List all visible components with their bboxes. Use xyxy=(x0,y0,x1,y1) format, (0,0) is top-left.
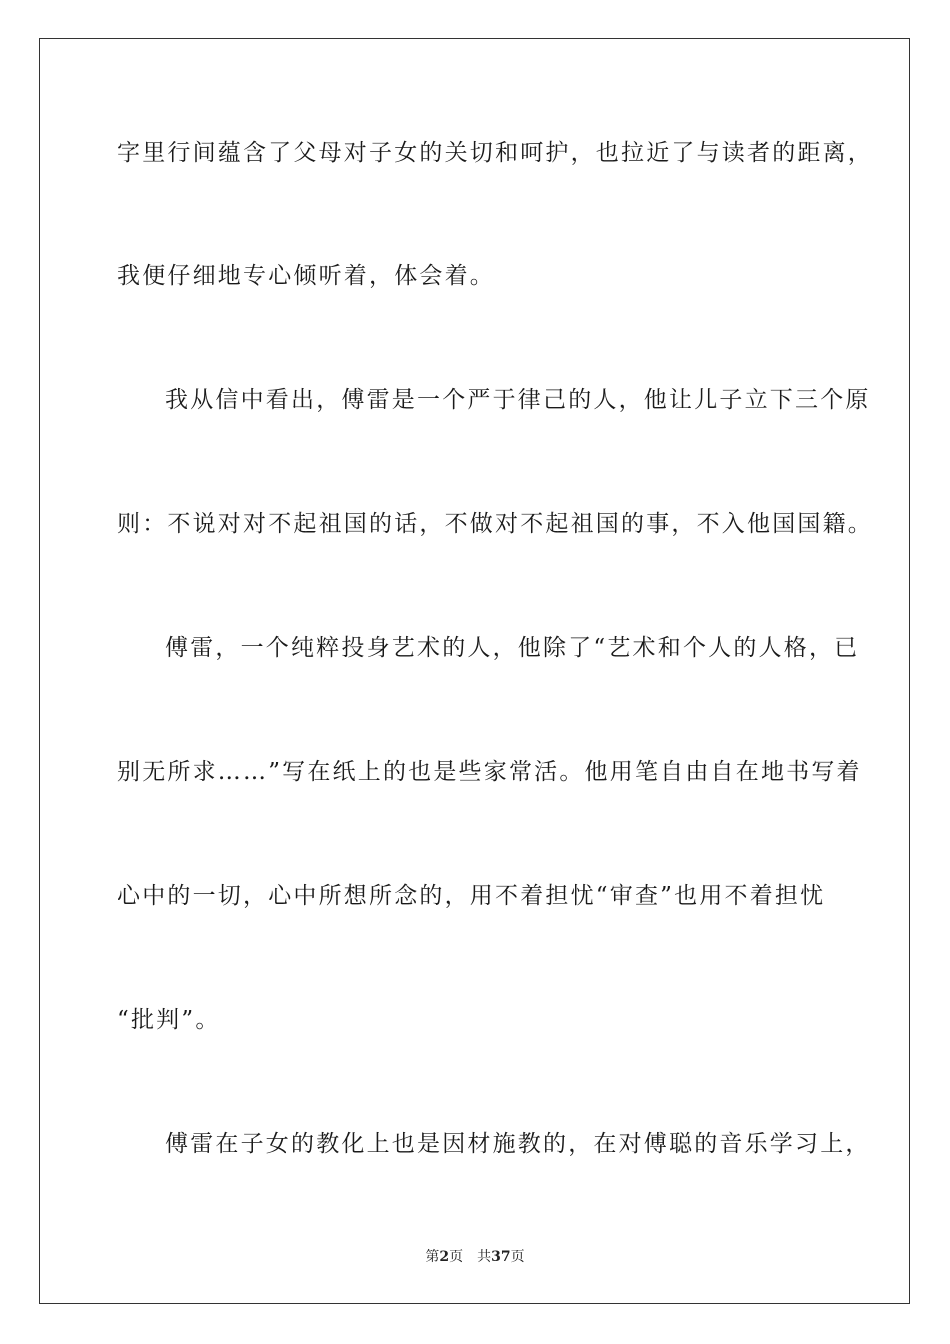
text-line-7: 心中的一切，心中所想所念的，用不着担忧“审查”也用不着担忧 xyxy=(117,883,826,909)
text-line-8: “批判”。 xyxy=(117,1007,221,1033)
text-line-2: 我便仔细地专心倾听着，体会着。 xyxy=(117,263,495,289)
text-line-5: 傅雷，一个纯粹投身艺术的人，他除了“艺术和个人的人格，已 xyxy=(165,635,860,661)
page-number: 2 xyxy=(439,1249,450,1265)
text-line-9: 傅雷在子女的教化上也是因材施教的，在对傅聪的音乐学习上， xyxy=(165,1131,871,1157)
text-line-1: 字里行间蕴含了父母对子女的关切和呵护，也拉近了与读者的距离， xyxy=(117,140,873,166)
total-pages: 37 xyxy=(491,1249,511,1265)
page-footer xyxy=(0,1248,950,1266)
page-border xyxy=(39,38,910,1304)
text-line-3: 我从信中看出，傅雷是一个严于律己的人，他让儿子立下三个原 xyxy=(165,387,871,413)
text-line-6: 别无所求……”写在纸上的也是些家常活。他用笔自由自在地书写着 xyxy=(117,759,862,785)
total-prefix: 共 xyxy=(477,1249,492,1265)
page-suffix: 页 xyxy=(449,1249,464,1265)
text-line-4: 则：不说对对不起祖国的话，不做对不起祖国的事，不入他国国籍。 xyxy=(117,511,873,537)
page-prefix: 第 xyxy=(425,1249,440,1265)
total-suffix: 页 xyxy=(510,1249,525,1265)
